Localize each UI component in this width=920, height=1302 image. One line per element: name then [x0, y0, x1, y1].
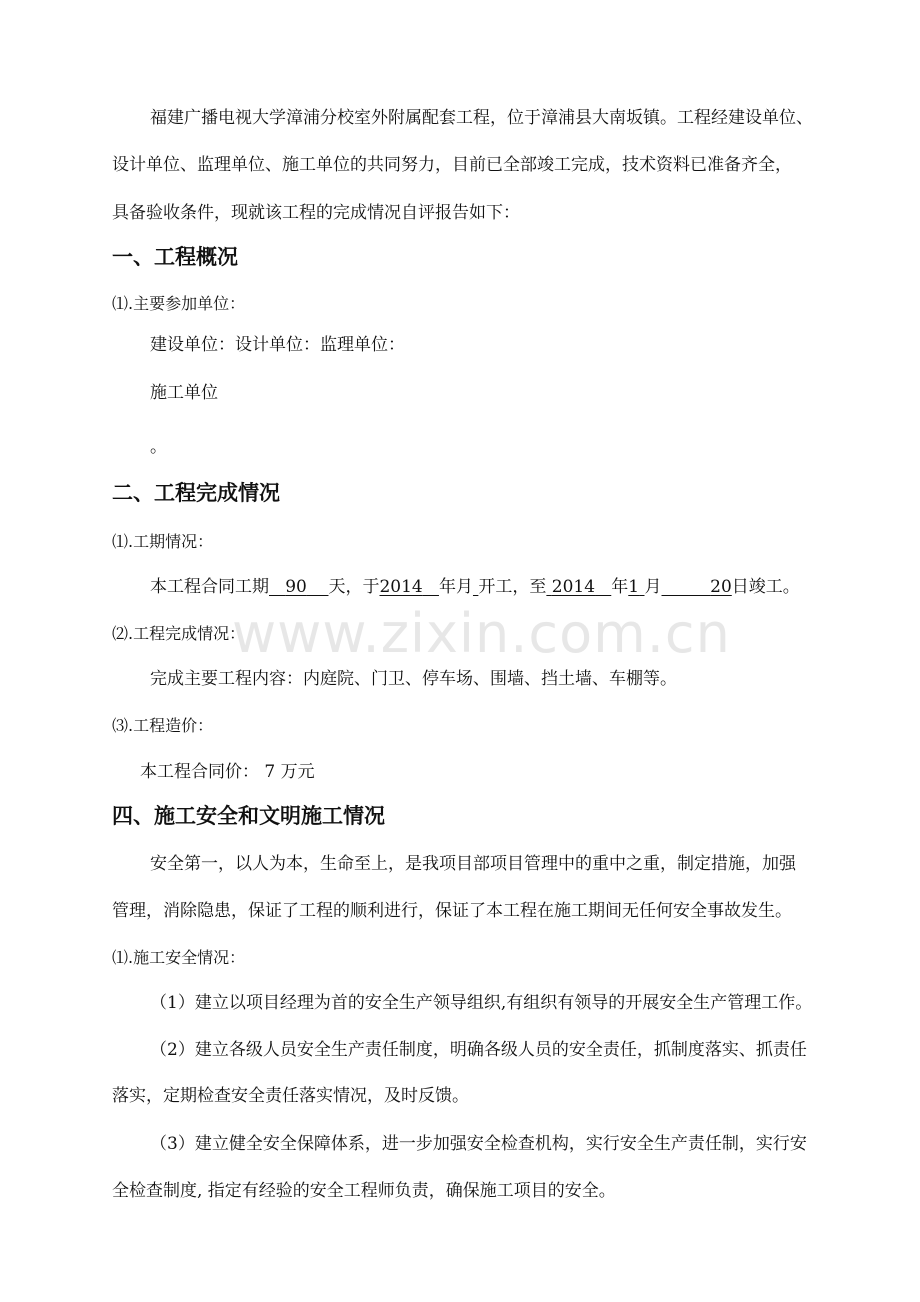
- schedule-text-1: 本工程合同工期: [150, 577, 269, 597]
- schedule-line: [150, 576, 910, 598]
- schedule-text-3: 年月: [438, 577, 473, 597]
- schedule-text-6: 月: [644, 577, 662, 597]
- end-month: 1: [628, 577, 640, 597]
- start-year: 2014: [379, 577, 423, 597]
- safety-point-2-line-1: （2）建立各级人员安全生产责任制度，明确各级人员的安全责任，抓制度落实、抓责任: [150, 1040, 807, 1060]
- schedule-text-2: 天，于: [328, 577, 380, 597]
- section-2-item-2: ⑵.工程完成情况：: [112, 624, 246, 643]
- safety-point-3-line-1: （3）建立健全安全保障体系，进一步加强安全检查机构，实行安全生产责任制，实行安: [150, 1134, 807, 1154]
- contractor-label: 施工单位: [150, 383, 218, 403]
- completed-contents: 完成主要工程内容：内庭院、门卫、停车场、围墙、挡土墙、车棚等。: [150, 669, 677, 689]
- schedule-text-7: 日竣工。: [731, 577, 800, 597]
- section-4-item-1: ⑴.施工安全情况：: [112, 948, 246, 967]
- watermark-text: www.zixin.com.cn: [232, 602, 731, 665]
- section-2-item-3: ⑶.工程造价：: [112, 716, 214, 735]
- schedule-text-5: 年: [611, 577, 629, 597]
- section-1-title: 一、工程概况: [112, 245, 238, 269]
- intro-line-2: 设计单位、监理单位、施工单位的共同努力，目前已全部竣工完成，技术资料已准备齐全，: [112, 155, 792, 175]
- section-2-item-1: ⑴.工期情况：: [112, 532, 214, 551]
- safety-point-1: （1）建立以项目经理为首的安全生产领导组织,有组织有领导的开展安全生产管理工作。: [150, 993, 813, 1013]
- contract-price: 本工程合同价： 7 万元: [140, 762, 315, 782]
- section-1-item-1: ⑴.主要参加单位：: [112, 294, 246, 313]
- section-1-dot: 。: [150, 437, 167, 457]
- schedule-text-4: 开工，至: [478, 577, 547, 597]
- safety-para-line-1: 安全第一，以人为本，生命至上，是我项目部项目管理中的重中之重，制定措施，加强: [150, 854, 796, 874]
- end-day: 20: [710, 577, 732, 597]
- section-4-title: 四、施工安全和文明施工情况: [112, 804, 385, 828]
- participating-units-line: 建设单位：设计单位：监理单位：: [150, 335, 405, 355]
- section-2-title: 二、工程完成情况: [112, 481, 280, 505]
- contract-days: 90: [285, 577, 307, 597]
- intro-line-3: 具备验收条件，现就该工程的完成情况自评报告如下：: [112, 203, 520, 223]
- intro-line-1: 福建广播电视大学漳浦分校室外附属配套工程，位于漳浦县大南坂镇。工程经建设单位、: [150, 108, 813, 128]
- safety-point-2-line-2: 落实，定期检查安全责任落实情况，及时反馈。: [112, 1086, 469, 1106]
- safety-point-3-line-2: 全检查制度, 指定有经验的安全工程师负责，确保施工项目的安全。: [112, 1181, 616, 1201]
- end-year: 2014: [551, 577, 596, 597]
- safety-para-line-2: 管理，消除隐患，保证了工程的顺利进行，保证了本工程在施工期间无任何安全事故发生。: [112, 901, 792, 921]
